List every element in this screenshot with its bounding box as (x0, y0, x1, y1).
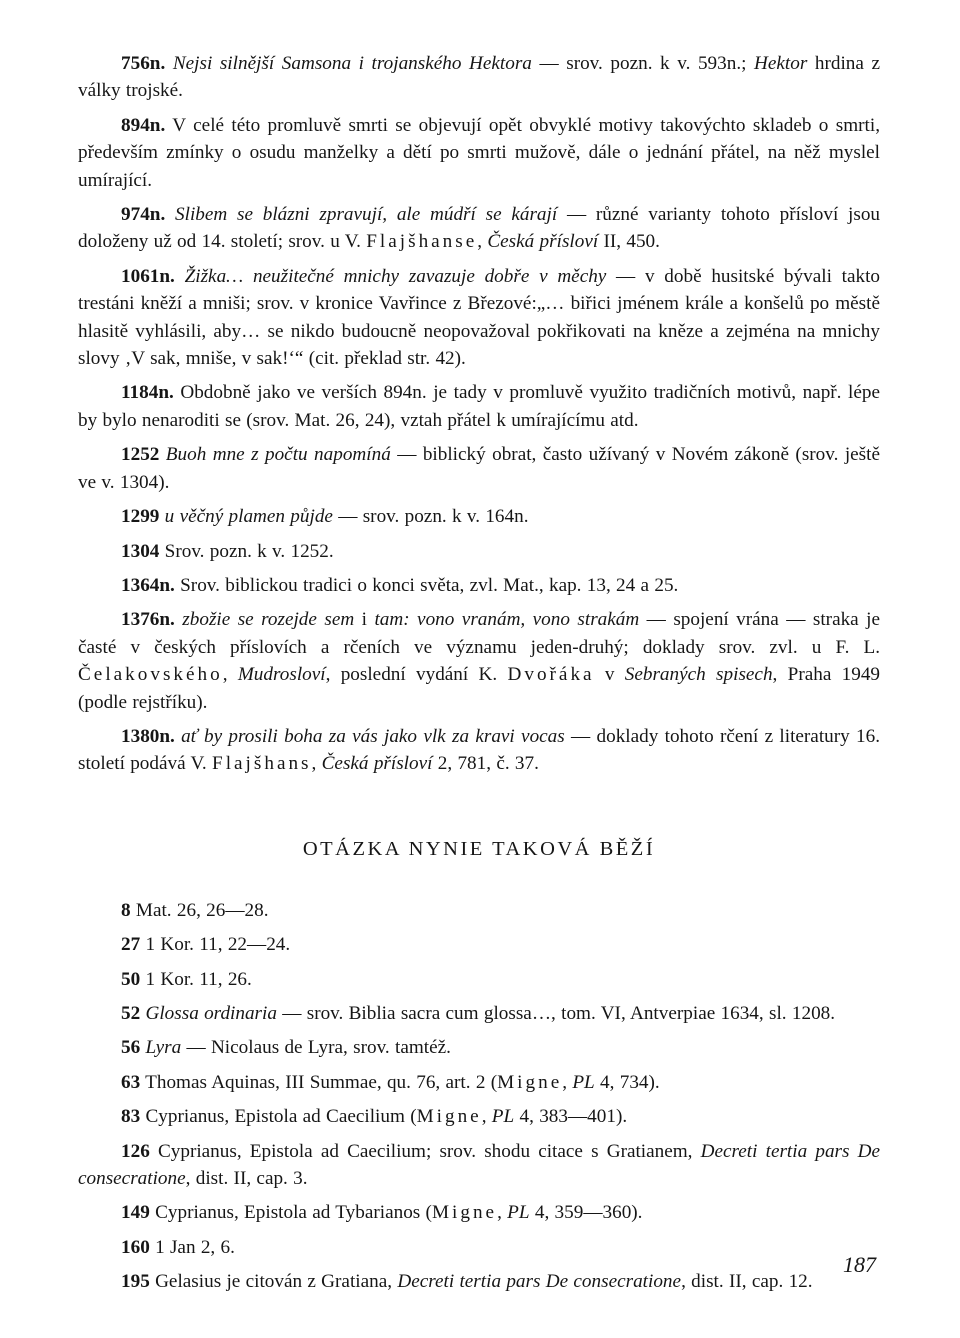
note-entry (78, 606, 880, 716)
note-verse-number: 52 (121, 1002, 141, 1024)
note-text: Srov. pozn. k v. 1252. (164, 540, 334, 562)
note-verse-number: 756n. (121, 53, 166, 74)
italic-text: PL (507, 1202, 530, 1224)
note-verse-number: 126 (121, 1140, 150, 1162)
note-verse-number: 160 (121, 1236, 150, 1258)
note-text: Cyprianus, Epistola ad Caecilium; srov. shodu citace s Gratianem, (157, 1140, 701, 1162)
note-text: V celé této promluvě smrti se objevují opět obvyklé motivy takovýchto skladeb o smrti, především zmínky o osudu manželky a dětí po smrti mužově, dále o jednání přátel, na něž myslel umírající. (78, 114, 880, 191)
note-verse-number: 56 (121, 1037, 141, 1059)
note-text: — spojení vrána — straka je časté v českých příslovích a rčeních ve významu jeden-druhý; doklady srov. zvl. u F. L. (78, 609, 880, 658)
note-verse-number: 1299 (121, 506, 160, 528)
note-text: , poslední vydání K. (325, 664, 508, 686)
italic-text: Česká přísloví (321, 753, 433, 775)
note-verse-number: 8 (121, 899, 131, 921)
section-notes-list (78, 897, 880, 1296)
note-text: 4, 734). (594, 1071, 660, 1093)
note-text: 1 Kor. 11, 22—24. (145, 934, 291, 956)
note-entry (78, 1138, 880, 1193)
italic-text: Decreti tertia pars De consecratione (397, 1271, 682, 1293)
note-text: , (481, 1106, 492, 1128)
note-text: Cyprianus, Epistola ad Caecilium ( (145, 1106, 417, 1128)
italic-text: PL (491, 1106, 515, 1128)
note-entry (78, 1000, 880, 1027)
note-text: Mat. 26, 26—28. (135, 899, 269, 921)
note-entry (78, 572, 880, 599)
note-entry (78, 1268, 880, 1295)
note-entry (78, 966, 880, 993)
spaced-author-name: Flajšhans (212, 753, 312, 775)
note-entry (78, 503, 880, 530)
page-body (78, 50, 880, 1303)
note-entry (78, 1199, 880, 1226)
section-title: OTÁZKA NYNIE TAKOVÁ BĚŽÍ (302, 837, 656, 860)
note-entry (78, 1034, 880, 1061)
note-text: , (311, 753, 322, 775)
note-verse-number: 1364n. (121, 574, 175, 596)
notes-list (78, 50, 880, 778)
note-entry (78, 441, 880, 496)
note-text: i (354, 609, 375, 631)
note-text: — doklady tohoto rčení z literatury 16. století podává V. (78, 725, 881, 775)
spaced-author-name: Dvořáka (507, 664, 595, 686)
italic-text: PL (572, 1071, 595, 1093)
page-number: 187 (843, 1252, 876, 1277)
note-text: — biblický obrat, často užívaný v Novém zákoně (srov. ještě ve v. 1304). (78, 444, 880, 493)
spaced-author-name: Migne (416, 1106, 482, 1128)
note-text: — různé varianty tohoto přísloví jsou doloženy už od 14. století; srov. u V. (78, 204, 881, 253)
note-text: II, 450. (598, 231, 660, 253)
italic-text: tam: vono vranám, vono strakám (374, 609, 640, 631)
italic-text: Nejsi silnější Samsona i trojanského Hektora (172, 53, 532, 74)
note-entry (78, 723, 880, 778)
note-entry (78, 112, 880, 194)
italic-text: Mudrosloví (237, 664, 326, 686)
note-entry (78, 897, 880, 924)
italic-text: Česká přísloví (487, 231, 599, 253)
spaced-author-name: Čelakovského (78, 664, 223, 686)
italic-text: Decreti tertia pars De consecratione (78, 1140, 881, 1189)
note-verse-number: 1061n. (121, 265, 175, 287)
italic-text: Hektor (754, 53, 808, 74)
italic-text: zbožie se rozejde sem (182, 609, 355, 631)
note-text: Thomas Aquinas, III Summae, qu. 76, art. 2 ( (145, 1071, 498, 1093)
note-text: — srov. pozn. k v. 164n. (332, 506, 529, 528)
italic-text: Sebraných spisech (624, 664, 773, 686)
note-text: 2, 781, č. 37. (432, 753, 539, 775)
note-text: Cyprianus, Epistola ad Tybarianos ( (155, 1202, 432, 1224)
note-text: 1 Kor. 11, 26. (145, 968, 252, 990)
note-text: , (497, 1202, 508, 1224)
note-text: 1 Jan 2, 6. (155, 1236, 235, 1258)
italic-text: Žižka… neužitečné mnichy zavazuje dobře v měchy (184, 265, 607, 287)
italic-text: u věčný plamen půjde (164, 506, 333, 528)
note-text: , (477, 231, 488, 253)
note-text: 4, 383—401). (514, 1106, 628, 1128)
note-verse-number: 1304 (121, 540, 160, 562)
note-verse-number: 974n. (121, 204, 166, 226)
note-entry (78, 538, 880, 565)
note-text: Gelasius je citován z Gratiana, (155, 1271, 398, 1293)
spaced-author-name: Migne (431, 1202, 498, 1224)
note-verse-number: 195 (121, 1271, 150, 1293)
note-entry (78, 1069, 880, 1096)
spaced-author-name: Migne (497, 1071, 563, 1093)
note-verse-number: 1380n. (121, 725, 175, 747)
note-verse-number: 50 (121, 968, 141, 990)
italic-text: Buoh mne z počtu napomíná (165, 444, 391, 466)
note-entry (78, 50, 880, 105)
note-verse-number: 894n. (121, 114, 166, 136)
italic-text: Slibem se blázni zpravují, ale múdří se kárají (175, 204, 558, 226)
note-text: Obdobně jako ve verších 894n. je tady v promluvě využito tradičních motivů, např. lépe by bylo nenaroditi se (srov. Mat. 26, 24), vztah přátel k umírajícímu atd. (78, 382, 880, 431)
note-entry (78, 1103, 880, 1130)
note-entry (78, 379, 880, 434)
note-entry (78, 931, 880, 958)
italic-text: ať by prosili boha za vás jako vlk za kravi vocas (181, 725, 565, 747)
note-verse-number: 1252 (121, 444, 160, 466)
italic-text: Lyra (145, 1037, 182, 1059)
note-text: , (562, 1071, 573, 1093)
note-text: — srov. pozn. k v. 593n.; (531, 53, 755, 74)
note-text: , Praha 1949 (podle rejstříku). (78, 664, 881, 713)
note-verse-number: 1184n. (121, 382, 174, 404)
note-text: — Nicolaus de Lyra, srov. tamtéž. (181, 1037, 451, 1059)
note-text: , dist. II, cap. 3. (185, 1168, 308, 1189)
note-verse-number: 149 (121, 1202, 150, 1224)
note-text: v (594, 664, 625, 686)
note-text: , (222, 664, 238, 686)
note-entry (78, 1234, 880, 1261)
note-text: 4, 359—360). (529, 1202, 643, 1224)
italic-text: Glossa ordinaria (145, 1002, 277, 1024)
note-text: , dist. II, cap. 12. (681, 1271, 813, 1293)
note-text: — srov. Biblia sacra cum glossa…, tom. VI, Antverpiae 1634, sl. 1208. (276, 1002, 836, 1024)
note-verse-number: 1376n. (121, 609, 175, 631)
note-entry (78, 201, 880, 256)
note-verse-number: 83 (121, 1106, 141, 1128)
note-verse-number: 63 (121, 1071, 141, 1093)
note-text: hrdina z války trojské. (78, 53, 880, 102)
note-text: — v době husitské bývali takto trestáni kněží a mniši; srov. v kronice Vavřince z Březové:„… biřici jménem krále a konšelů po městě hlasitě vyhlásili, aby… se nikdo budoucně neopovažoval pokřikovati na kněze a zejména na mnichy slovy ‚V sak, mniše, v sak!‘“ (cit. překlad str. 42). (78, 265, 880, 370)
note-text: Srov. biblickou tradici o konci světa, zvl. Mat., kap. 13, 24 a 25. (180, 574, 679, 596)
note-entry (78, 263, 880, 373)
spaced-author-name: Flajšhanse (366, 231, 478, 253)
note-verse-number: 27 (121, 934, 141, 956)
